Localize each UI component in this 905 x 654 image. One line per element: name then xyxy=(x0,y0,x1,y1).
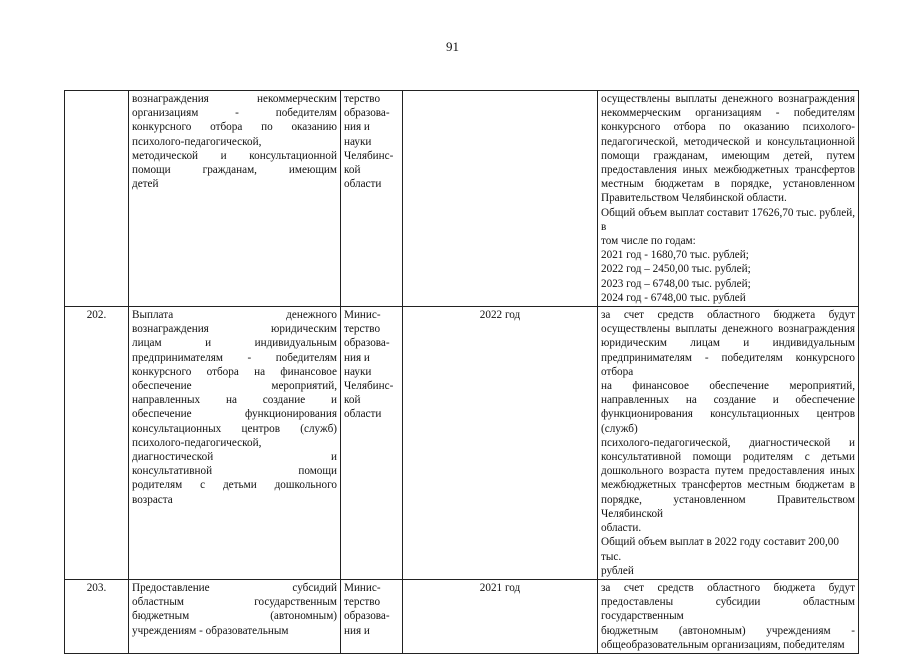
result-line: направленных на создание и обеспечение xyxy=(601,394,855,407)
measure-name-line: психолого-педагогической, xyxy=(132,135,262,148)
row-number: 203. xyxy=(65,579,129,653)
executor-line: терство xyxy=(344,93,381,105)
result-line: 2023 год – 6748,00 тыс. рублей; xyxy=(601,277,751,290)
executor-cell xyxy=(341,91,403,307)
result-line: 2024 год - 6748,00 тыс. рублей xyxy=(601,291,746,304)
measure-name-line: областным государственным xyxy=(132,596,337,609)
measure-name-line: лицам и индивидуальным xyxy=(132,337,337,350)
result-line: области. xyxy=(601,522,642,535)
result-line: предпринимателям - победителям конкурсного отбора xyxy=(601,351,855,378)
measure-name-line: Выплата денежного xyxy=(132,309,337,322)
executor-cell xyxy=(341,307,403,580)
table-row xyxy=(65,91,859,307)
result-line: Правительством Челябинской области. xyxy=(601,192,787,205)
executor-line: кой xyxy=(344,394,361,407)
measure-name-line: конкурсного отбора по оказанию xyxy=(132,121,337,134)
measure-name-cell xyxy=(129,579,341,653)
result-line: консультативной помощи родителям с детьми xyxy=(601,451,855,464)
document-table xyxy=(64,90,859,654)
result-line: осуществлены выплаты денежного вознаграждения xyxy=(601,93,855,105)
result-line: порядке, установленном Правительством Челябинской xyxy=(601,493,855,520)
executor-line: Минис- xyxy=(344,309,381,322)
result-line: бюджетным (автономным) учреждениям - xyxy=(601,624,855,637)
executor-line: науки xyxy=(344,365,372,378)
result-line: за счет средств областного бюджета будут xyxy=(601,581,855,594)
result-line: 2021 год - 1680,70 тыс. рублей; xyxy=(601,249,749,262)
executor-line: ния и xyxy=(344,121,370,134)
executor-line: терство xyxy=(344,323,381,336)
result-line: предоставлены субсидии областным государственным xyxy=(601,596,855,623)
measure-name-line: учреждениям - образовательным xyxy=(132,624,289,637)
measure-name-line: диагностической и xyxy=(132,451,337,464)
result-line: Общий объем выплат в 2022 году составит 200,00 тыс. xyxy=(601,536,839,563)
result-line: дошкольного возраста путем предоставления иных xyxy=(601,465,855,478)
table-row xyxy=(65,579,859,653)
year-cell: 2021 год xyxy=(403,579,598,653)
measure-name-line: возраста xyxy=(132,493,173,506)
measure-name-line: обеспечение функционирования xyxy=(132,408,337,421)
result-cell xyxy=(598,91,859,307)
result-line: межбюджетных трансфертов местным бюджетам в xyxy=(601,479,855,492)
result-line: рублей xyxy=(601,564,634,577)
table-row xyxy=(65,307,859,580)
result-line: за счет средств областного бюджета будут xyxy=(601,309,855,322)
executor-line: образова- xyxy=(344,107,390,120)
measure-name-cell xyxy=(129,91,341,307)
year-cell xyxy=(403,91,598,307)
measure-name-line: помощи гражданам, имеющим xyxy=(132,164,337,177)
executor-line: Минис- xyxy=(344,581,381,594)
row-number: 202. xyxy=(65,307,129,580)
executor-line: ния и xyxy=(344,351,370,364)
measure-name-cell xyxy=(129,307,341,580)
executor-line: области xyxy=(344,408,382,421)
result-line: конкурсного отбора по оказанию психолого- xyxy=(601,121,855,134)
measure-name-line: предпринимателям - победителям xyxy=(132,351,337,364)
result-line: осуществлены выплаты денежного вознаграждения xyxy=(601,323,855,336)
result-line: том числе по годам: xyxy=(601,235,696,248)
measure-name-line: бюджетным (автономным) xyxy=(132,610,337,623)
result-line: на финансовое обеспечение мероприятий, xyxy=(601,380,855,393)
measure-name-line: психолого-педагогической, xyxy=(132,436,262,449)
measure-name-line: консультативной помощи xyxy=(132,465,337,478)
result-line: некоммерческим организациям - победителям xyxy=(601,107,855,120)
result-cell xyxy=(598,579,859,653)
measure-name-line: детей xyxy=(132,178,159,191)
executor-line: Челябинс- xyxy=(344,149,394,162)
measure-name-line: консультационных центров (служб) xyxy=(132,422,337,435)
year-cell: 2022 год xyxy=(403,307,598,580)
executor-line: кой xyxy=(344,164,361,177)
result-cell xyxy=(598,307,859,580)
executor-line: Челябинс- xyxy=(344,380,394,393)
measure-name-line: конкурсного отбора на финансовое xyxy=(132,365,337,378)
page-number: 91 xyxy=(446,39,459,54)
measure-name-line: организациям - победителям xyxy=(132,107,337,120)
result-line: Общий объем выплат составит 17626,70 тыс. рублей, в xyxy=(601,206,855,233)
result-line: предоставления иных межбюджетных трансфертов xyxy=(601,164,855,177)
result-line: юридическим лицам и индивидуальным xyxy=(601,337,855,350)
measure-name-line: направленных на создание и xyxy=(132,394,337,407)
measure-name-line: Предоставление субсидий xyxy=(132,581,337,594)
executor-line: ния и xyxy=(344,624,370,637)
executor-cell xyxy=(341,579,403,653)
result-line: местным бюджетам в порядке, установленном xyxy=(601,178,855,191)
result-line: помощи гражданам, имеющим детей, путем xyxy=(601,149,855,162)
measure-name-line: вознаграждения юридическим xyxy=(132,323,337,336)
row-number xyxy=(65,91,129,307)
executor-line: терство xyxy=(344,596,381,609)
executor-line: образова- xyxy=(344,337,390,350)
executor-line: образова- xyxy=(344,610,390,623)
measure-name-line: методической и консультационной xyxy=(132,149,337,162)
result-line: 2022 год – 2450,00 тыс. рублей; xyxy=(601,263,751,276)
executor-line: области xyxy=(344,178,382,191)
result-line: педагогической, методической и консультационной xyxy=(601,135,855,148)
result-line: общеобразовательным организациям, победителям xyxy=(601,638,845,651)
result-line: психолого-педагогической, диагностической и xyxy=(601,436,855,449)
measure-name-line: обеспечение мероприятий, xyxy=(132,380,337,393)
result-line: функционирования консультационных центров (служб) xyxy=(601,408,855,435)
executor-line: науки xyxy=(344,135,372,148)
measure-name-line: родителям с детьми дошкольного xyxy=(132,479,337,492)
measure-name-line: вознаграждения некоммерческим xyxy=(132,93,337,105)
